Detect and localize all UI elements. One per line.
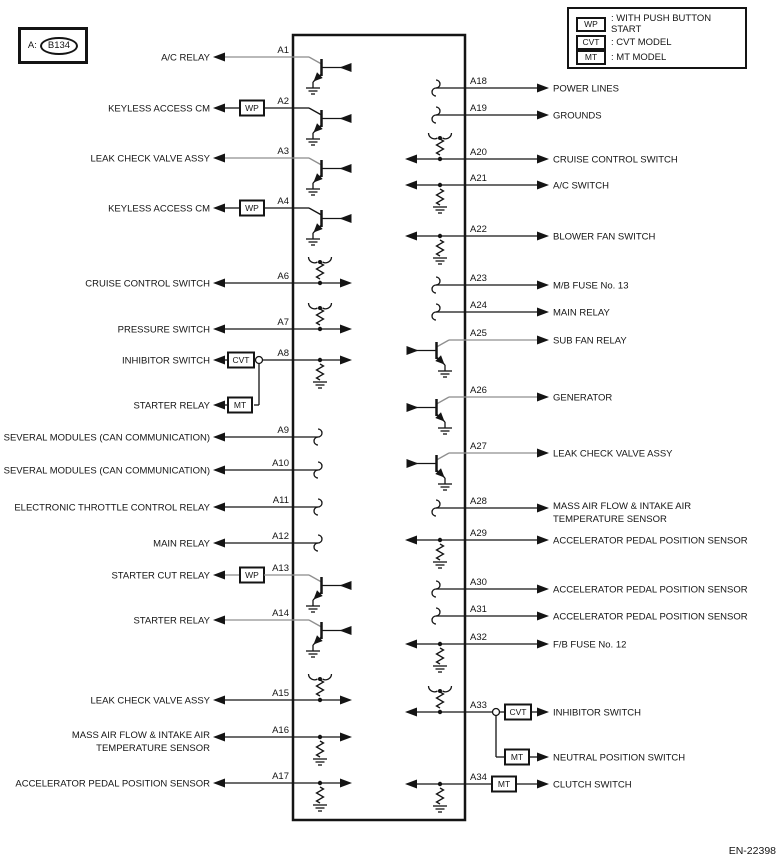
pin-label: STARTER CUT RELAY [111, 570, 210, 582]
pin-number: A12 [272, 531, 289, 542]
pin-label: INHIBITOR SWITCH [553, 707, 641, 719]
branch-node-circle [256, 357, 263, 364]
pin-label: CRUISE CONTROL SWITCH [85, 278, 210, 290]
pin-number: A28 [470, 496, 487, 507]
pin-label: STARTER RELAY [133, 615, 210, 627]
junction-dot [318, 698, 322, 702]
arrowhead [340, 356, 352, 365]
wire [309, 108, 322, 115]
left-row-A2 [108, 96, 351, 145]
arrowhead [407, 403, 419, 412]
arrowhead [537, 780, 549, 789]
arrowhead [537, 84, 549, 93]
arrowhead [537, 181, 549, 190]
pin-number: A8 [277, 348, 289, 359]
arrowhead [537, 504, 549, 513]
arrowhead [340, 779, 352, 788]
pin-number: A13 [272, 563, 289, 574]
junction-dot [438, 157, 442, 161]
arrowhead [537, 612, 549, 621]
right-row-A32 [405, 632, 626, 672]
wire [309, 208, 322, 215]
left-row-A16 [72, 725, 352, 765]
pin-number: A31 [470, 604, 487, 615]
pin-label: CLUTCH SWITCH [553, 779, 632, 791]
arrowhead [340, 279, 352, 288]
right-row-A19 [432, 103, 602, 123]
pin-number: A20 [470, 147, 487, 158]
pin-number: A23 [470, 273, 487, 284]
cvt-tag: CVT [576, 35, 606, 50]
resistor-symbol [437, 544, 444, 560]
arrowhead [213, 325, 225, 334]
pin-label: MAIN RELAY [153, 538, 210, 550]
pin-label: MASS AIR FLOW & INTAKE AIR [553, 501, 692, 512]
pin-number: A1 [277, 45, 289, 56]
wp-desc: : WITH PUSH BUTTON START [611, 13, 712, 35]
arrowhead [537, 111, 549, 120]
arrowhead [213, 356, 225, 365]
coil-hook-left [429, 133, 438, 139]
resistor-symbol [317, 680, 324, 696]
pin-number: A4 [277, 196, 289, 207]
junction-dot [438, 183, 442, 187]
resistor-symbol [437, 189, 444, 205]
pin-label: GROUNDS [553, 110, 602, 122]
pin-number: A14 [272, 608, 289, 619]
pin-number: A6 [277, 271, 289, 282]
pin-label: SUB FAN RELAY [553, 335, 627, 347]
pin-number: A15 [272, 688, 289, 699]
arrowhead [213, 571, 225, 580]
pin-label: BLOWER FAN SWITCH [553, 231, 656, 243]
arrowhead [213, 279, 225, 288]
junction-dot [438, 782, 442, 786]
pin-number: A11 [272, 495, 289, 506]
pin-label: POWER LINES [553, 83, 619, 95]
right-row-A31 [432, 604, 748, 624]
right-row-A34 [405, 772, 632, 812]
coil-hook-left [309, 257, 318, 263]
wire [309, 57, 322, 64]
model-tag-label: MT [497, 779, 511, 790]
arrowhead [213, 204, 225, 213]
model-tag-label: CVT [509, 707, 527, 718]
arrowhead [213, 154, 225, 163]
model-tag-label: WP [245, 203, 259, 214]
arrowhead [407, 346, 419, 355]
arrowhead [405, 640, 417, 649]
pin-label: INHIBITOR SWITCH [122, 355, 210, 367]
junction-dot [438, 689, 442, 693]
pin-label: NEUTRAL POSITION SWITCH [553, 752, 686, 764]
arrowhead [213, 104, 225, 113]
left-row-A17 [15, 771, 352, 811]
model-tag-label: WP [245, 570, 259, 581]
right-row-A23 [432, 273, 629, 293]
arrowhead [537, 336, 549, 345]
left-row-A3 [90, 146, 351, 195]
junction-dot [438, 234, 442, 238]
right-row-A27 [407, 441, 674, 490]
pin-label: STARTER RELAY [133, 400, 210, 412]
arrowhead [537, 585, 549, 594]
pin-number: A26 [470, 385, 487, 396]
pin-label: TEMPERATURE SENSOR [553, 514, 667, 525]
left-row-A13 [111, 563, 351, 612]
pin-label: ACCELERATOR PEDAL POSITION SENSOR [553, 611, 748, 623]
resistor-symbol [437, 240, 444, 256]
coil-hook-right [323, 303, 332, 309]
pin-number: A34 [470, 772, 487, 783]
pin-number: A25 [470, 328, 487, 339]
pin-number: A24 [470, 300, 487, 311]
pin-number: A27 [470, 441, 487, 452]
right-row-A22 [405, 224, 656, 264]
coil-hook-right [323, 257, 332, 263]
pin-label: LEAK CHECK VALVE ASSY [90, 153, 210, 165]
arrowhead [213, 539, 225, 548]
resistor-symbol [317, 263, 324, 279]
coil-hook-right [323, 674, 332, 680]
arrowhead [405, 181, 417, 190]
pin-label: ACCELERATOR PEDAL POSITION SENSOR [15, 778, 210, 790]
arrowhead [213, 401, 225, 410]
model-tag-label: MT [233, 400, 247, 411]
right-row-A20 [405, 133, 678, 166]
junction-dot [318, 327, 322, 331]
wire [309, 158, 322, 165]
pin-label: SEVERAL MODULES (CAN COMMUNICATION) [3, 432, 210, 444]
arrowhead [537, 640, 549, 649]
resistor-symbol [437, 139, 444, 155]
junction-dot [318, 358, 322, 362]
right-row-A21 [405, 173, 609, 213]
model-tag-label: CVT [232, 355, 250, 366]
pin-label: TEMPERATURE SENSOR [96, 743, 210, 754]
arrowhead [405, 232, 417, 241]
junction-dot [438, 642, 442, 646]
resistor-symbol [437, 648, 444, 664]
pin-number: A17 [272, 771, 289, 782]
coil-hook-right [443, 686, 452, 692]
left-row-A8 [122, 348, 352, 413]
arrowhead [340, 164, 352, 173]
arrowhead [340, 626, 352, 635]
wire [437, 340, 450, 347]
left-row-A14 [133, 608, 351, 657]
right-row-A26 [407, 385, 613, 434]
wire [437, 453, 450, 460]
arrowhead [340, 696, 352, 705]
arrowhead [537, 155, 549, 164]
arrowhead [213, 733, 225, 742]
wire [309, 620, 322, 627]
pin-label: SEVERAL MODULES (CAN COMMUNICATION) [3, 465, 210, 477]
pin-number: A9 [277, 425, 289, 436]
arrowhead [537, 753, 549, 762]
mt-tag: MT [576, 50, 606, 65]
resistor-symbol [437, 692, 444, 708]
arrowhead [340, 214, 352, 223]
coil-hook-left [309, 303, 318, 309]
arrowhead [405, 780, 417, 789]
pin-number: A32 [470, 632, 487, 643]
pin-label: A/C RELAY [161, 52, 210, 64]
pin-number: A30 [470, 577, 487, 588]
pin-label: F/B FUSE No. 12 [553, 639, 627, 651]
arrowhead [213, 779, 225, 788]
connector-id: B134 [40, 37, 78, 55]
branch-node-circle [493, 709, 500, 716]
arrowhead [405, 155, 417, 164]
wire [437, 397, 450, 404]
right-row-A30 [432, 577, 748, 597]
pin-number: A19 [470, 103, 487, 114]
junction-dot [318, 781, 322, 785]
right-row-A28 [432, 496, 691, 525]
pin-number: A33 [470, 700, 487, 711]
left-row-A9 [4, 425, 322, 445]
arrowhead [407, 459, 419, 468]
arrowhead [537, 708, 549, 717]
right-row-A29 [405, 528, 748, 568]
arrowhead [213, 53, 225, 62]
junction-dot [438, 710, 442, 714]
left-row-A12 [153, 531, 322, 551]
arrowhead [213, 696, 225, 705]
junction-dot [438, 136, 442, 140]
coil-hook-left [309, 674, 318, 680]
arrowhead [537, 281, 549, 290]
mt-desc: : MT MODEL [611, 52, 667, 63]
arrowhead [213, 503, 225, 512]
resistor-symbol [317, 364, 324, 380]
pin-label: KEYLESS ACCESS CM [108, 103, 210, 115]
left-row-A15 [90, 674, 352, 707]
left-row-A11 [14, 495, 322, 515]
junction-dot [318, 281, 322, 285]
right-row-A25 [407, 328, 628, 377]
pin-label: LEAK CHECK VALVE ASSY [553, 448, 673, 460]
pin-number: A7 [277, 317, 289, 328]
junction-dot [318, 677, 322, 681]
arrowhead [213, 433, 225, 442]
right-row-A18 [432, 76, 619, 96]
arrowhead [213, 466, 225, 475]
arrowhead [213, 616, 225, 625]
arrowhead [537, 308, 549, 317]
arrowhead [405, 536, 417, 545]
pin-label: LEAK CHECK VALVE ASSY [90, 695, 210, 707]
pin-label: PRESSURE SWITCH [117, 324, 210, 336]
junction-dot [438, 538, 442, 542]
pin-number: A3 [277, 146, 289, 157]
pin-label: MAIN RELAY [553, 307, 610, 319]
left-row-A7 [118, 303, 352, 336]
coil-hook-right [443, 133, 452, 139]
arrowhead [340, 581, 352, 590]
pin-label: GENERATOR [553, 392, 613, 404]
left-row-A4 [108, 196, 351, 245]
pin-number: A2 [277, 96, 289, 107]
wire [309, 575, 322, 582]
coil-hook-left [429, 686, 438, 692]
pin-label: ACCELERATOR PEDAL POSITION SENSOR [553, 535, 748, 547]
cvt-desc: : CVT MODEL [611, 37, 672, 48]
pin-number: A16 [272, 725, 289, 736]
junction-dot [318, 735, 322, 739]
arrowhead [537, 393, 549, 402]
resistor-symbol [317, 741, 324, 757]
wp-tag: WP [576, 17, 606, 32]
resistor-symbol [437, 788, 444, 804]
arrowhead [340, 114, 352, 123]
resistor-symbol [317, 787, 324, 803]
pin-label: ELECTRONIC THROTTLE CONTROL RELAY [14, 502, 210, 514]
pin-label: CRUISE CONTROL SWITCH [553, 154, 678, 166]
left-row-A6 [85, 257, 352, 290]
arrowhead [340, 733, 352, 742]
pin-label: A/C SWITCH [553, 180, 609, 192]
document-id: EN-22398 [728, 845, 776, 857]
pin-label: MASS AIR FLOW & INTAKE AIR [71, 730, 210, 741]
left-row-A1 [161, 45, 351, 94]
pin-number: A22 [470, 224, 487, 235]
right-row-A24 [432, 300, 611, 320]
pin-number: A18 [470, 76, 487, 87]
connector-prefix: A: [27, 40, 37, 51]
model-tag-label: WP [245, 103, 259, 114]
arrowhead [340, 325, 352, 334]
arrowhead [537, 232, 549, 241]
junction-dot [318, 260, 322, 264]
pin-number: A29 [470, 528, 487, 539]
arrowhead [405, 708, 417, 717]
model-tag-label: MT [510, 752, 524, 763]
pin-number: A10 [272, 458, 289, 469]
pin-number: A21 [470, 173, 487, 184]
left-row-A10 [4, 458, 322, 478]
pin-label: M/B FUSE No. 13 [553, 280, 629, 292]
arrowhead [340, 63, 352, 72]
arrowhead [537, 449, 549, 458]
pin-label: KEYLESS ACCESS CM [108, 203, 210, 215]
arrowhead [537, 536, 549, 545]
junction-dot [318, 306, 322, 310]
right-row-A33 [405, 686, 685, 765]
pin-label: ACCELERATOR PEDAL POSITION SENSOR [553, 584, 748, 596]
resistor-symbol [317, 309, 324, 325]
